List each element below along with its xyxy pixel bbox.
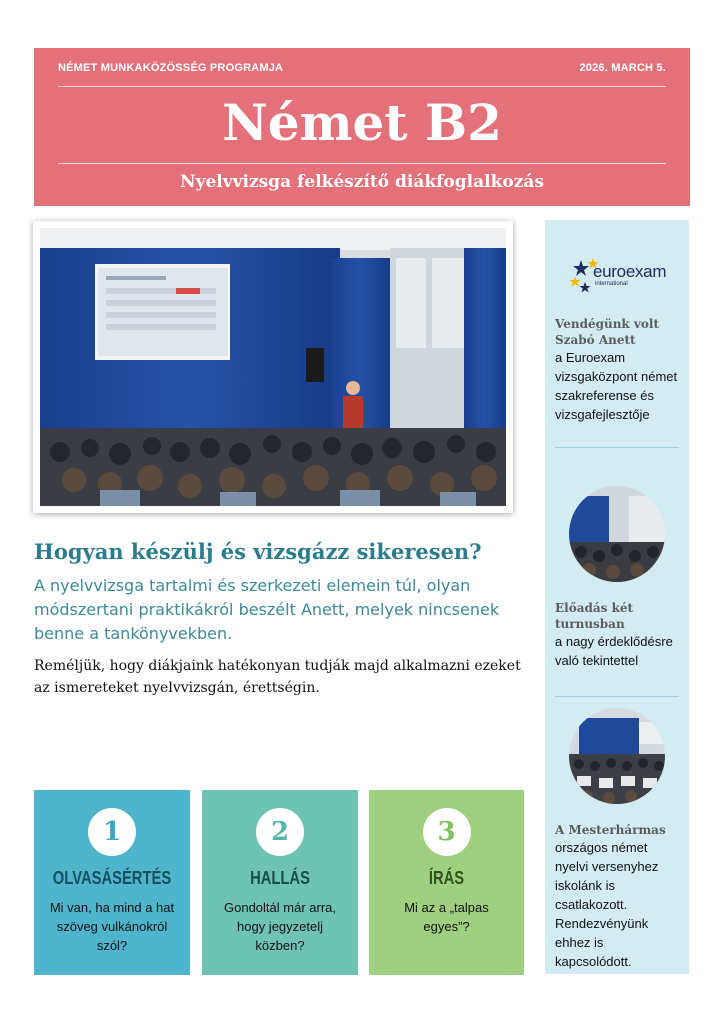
logo-subtext: international — [595, 281, 628, 287]
tip-number-badge: 3 — [423, 808, 471, 856]
sidebar-photo-audience — [569, 708, 665, 804]
tip-title: OLVASÁSÉRTÉS — [52, 868, 172, 888]
tip-text: Mi az a „talpas egyes”? — [404, 900, 489, 934]
sidebar-block-text: országos német nyelvi versenyhez iskolánk is csatlakozott. Rendezvényünk ehhez is kapcsolódott. — [555, 840, 659, 969]
article-body: Reméljük, hogy diákjaink hatékonyan tudják majd alkalmazni ezeket az ismereteket nyelvvizsgán, érettségin. — [34, 658, 521, 696]
sidebar-divider — [555, 696, 679, 697]
page-subtitle: Nyelvvizsga felkészítő diákfoglalkozás — [180, 172, 544, 192]
sidebar-block-text: a nagy érdeklődésre való tekintettel — [555, 634, 673, 668]
header-meta-row — [58, 62, 666, 80]
program-label: NÉMET MUNKAKÖZÖSSÉG PROGRAMJA — [58, 62, 284, 74]
header-divider-bottom — [58, 163, 666, 164]
tip-title: ÍRÁS — [428, 868, 465, 888]
date-label: 2026. MARCH 5. — [579, 62, 666, 74]
tip-title: HALLÁS — [250, 868, 310, 888]
tip-card-reading — [34, 790, 190, 975]
header-banner — [34, 48, 690, 206]
sidebar — [545, 220, 689, 974]
sidebar-photo-lecture — [569, 486, 665, 582]
tip-text: Mi van, ha mind a hat szöveg vulkánokról szól? — [49, 900, 175, 953]
sidebar-block-guest — [555, 316, 679, 424]
tip-number-badge: 2 — [256, 808, 304, 856]
tip-card-writing — [369, 790, 524, 975]
page-title: Német B2 — [222, 93, 502, 152]
article-headline: Hogyan készülj és vizsgázz sikeresen? — [34, 539, 482, 564]
sidebar-block-title: Vendégünk volt Szabó Anett — [555, 317, 660, 347]
sidebar-divider — [555, 447, 679, 448]
sidebar-block-text: a Euroexam vizsgaközpont német szakreferense és vizsgafejlesztője — [555, 350, 678, 422]
header-divider-top — [58, 86, 666, 87]
sidebar-block-title: A Mesterhármas — [555, 823, 666, 837]
euroexam-logo — [567, 256, 677, 296]
main-photo — [33, 221, 513, 513]
sidebar-block-sessions — [555, 600, 679, 670]
tip-number-badge: 1 — [88, 808, 136, 856]
tip-text: Gondoltál már arra, hogy jegyzetelj közben? — [224, 900, 336, 953]
sidebar-block-mesterharmas — [555, 822, 679, 971]
tip-card-listening — [202, 790, 358, 975]
article-lead: A nyelvvizsga tartalmi és szerkezeti elemein túl, olyan módszertani praktikákról beszélt Anett, melyek nincsenek benne a tankönyvekben. — [34, 576, 500, 643]
logo-wordmark: euroexam — [593, 262, 667, 281]
sidebar-block-title: Előadás két turnusban — [555, 601, 634, 631]
classroom-photo-illustration — [40, 228, 506, 506]
